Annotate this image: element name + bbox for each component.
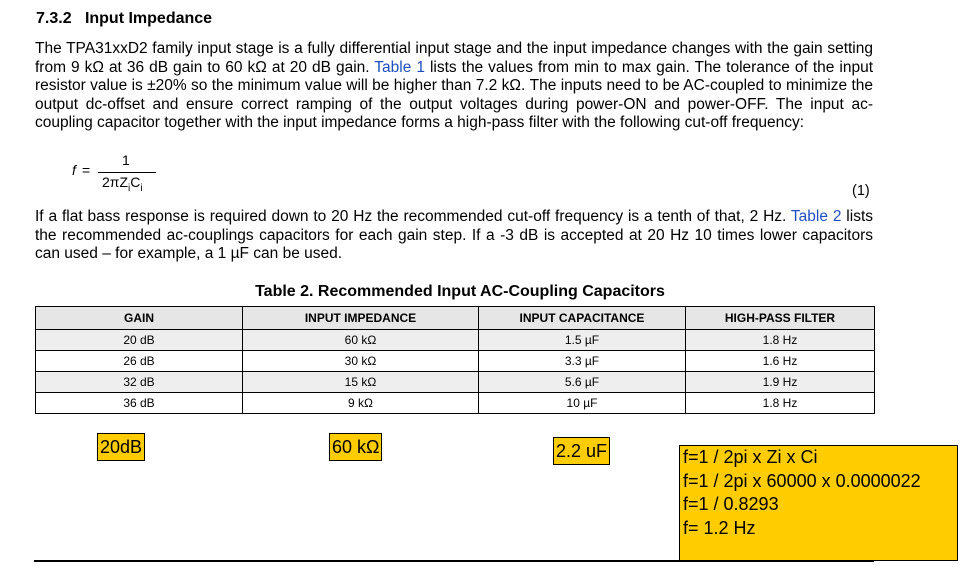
- cell-impedance: 9 kΩ: [243, 393, 479, 414]
- cell-gain: 20 dB: [36, 330, 243, 351]
- cell-gain: 32 dB: [36, 372, 243, 393]
- formula-denominator: $2\pi Z_iC_i$: [102, 174, 143, 194]
- header-input-capacitance: INPUT CAPACITANCE: [479, 307, 686, 330]
- section-title: Input Impedance: [84, 10, 213, 27]
- cell-filter: 1.9 Hz: [686, 372, 875, 393]
- formula-variable: f: [72, 162, 76, 178]
- table-row: [36, 372, 875, 393]
- equation-number: (1): [852, 183, 870, 199]
- cell-gain: 26 dB: [36, 351, 243, 372]
- highlight-capacitance-note: 2.2 uF: [553, 437, 610, 465]
- table-row: [36, 330, 875, 351]
- section-heading: [36, 10, 212, 28]
- paragraph-input-stage: The TPA31xxD2 family input stage is a fully differential input stage and the input impedance changes with the gain setting from 9 kΩ at 36 dB gain to 60 kΩ at 20 dB gain. Table 1 lists the values from min to max gain. The tolerance of the input resistor value is ±20% so the minimum value will be higher than 7.2 kΩ. The inputs need to be AC-coupled to minimize the output dc-offset and ensure correct ramping of the output voltages during power-ON and power-OFF. The input ac-coupling capacitor together with the input impedance forms a high-pass filter with the following cut-off frequency:: [35, 40, 873, 131]
- table-1-link[interactable]: Table 1: [374, 58, 425, 76]
- cell-filter: 1.8 Hz: [686, 330, 875, 351]
- cell-filter: 1.8 Hz: [686, 393, 875, 414]
- bottom-rule: [34, 560, 874, 562]
- calc-line: f=1 / 0.8293: [683, 494, 779, 514]
- cell-gain: 36 dB: [36, 393, 243, 414]
- table-2-link[interactable]: Table 2: [790, 208, 842, 225]
- cell-impedance: 30 kΩ: [243, 351, 479, 372]
- cell-capacitance: 5.6 µF: [479, 372, 686, 393]
- paragraph-bass-response: If a flat bass response is required down to 20 Hz the recommended cut-off frequency is a tenth of that, 2 Hz. Table 2 lists the recommended ac-couplings capacitors for each gain step. If a -3 dB is accepted at 20 Hz 10 times lower capacitors can used – for example, a 1 µF can be used.: [35, 208, 874, 262]
- calc-line: f= 1.2 Hz: [683, 517, 756, 538]
- cell-impedance: 15 kΩ: [243, 372, 479, 393]
- header-gain: GAIN: [36, 307, 243, 330]
- section-number: 7.3.2: [36, 10, 72, 27]
- fraction-bar: [98, 172, 156, 173]
- cell-filter: 1.6 Hz: [686, 351, 875, 372]
- formula-equals: =: [82, 162, 91, 178]
- calc-line: f=1 / 2pi x Zi x Ci: [683, 447, 818, 467]
- highlight-gain-note: 20dB: [97, 433, 145, 461]
- cell-capacitance: 1.5 µF: [479, 330, 686, 351]
- calc-line: f=1 / 2pi x 60000 x 0.0000022: [683, 470, 921, 491]
- cell-capacitance: 10 µF: [479, 393, 686, 414]
- highlight-impedance-note: 60 kΩ: [329, 433, 382, 461]
- cell-capacitance: 3.3 µF: [479, 351, 686, 372]
- calculation-note: [679, 445, 958, 561]
- table-row: [36, 351, 875, 372]
- table-header-row: [36, 307, 875, 330]
- table-row: [36, 393, 875, 414]
- header-input-impedance: INPUT IMPEDANCE: [243, 307, 479, 330]
- header-high-pass-filter: HIGH-PASS FILTER: [686, 307, 875, 330]
- cell-impedance: 60 kΩ: [243, 330, 479, 351]
- coupling-capacitors-table: [35, 306, 875, 414]
- formula-numerator: 1: [122, 152, 130, 168]
- table-caption: Table 2. Recommended Input AC-Coupling Capacitors: [255, 283, 665, 300]
